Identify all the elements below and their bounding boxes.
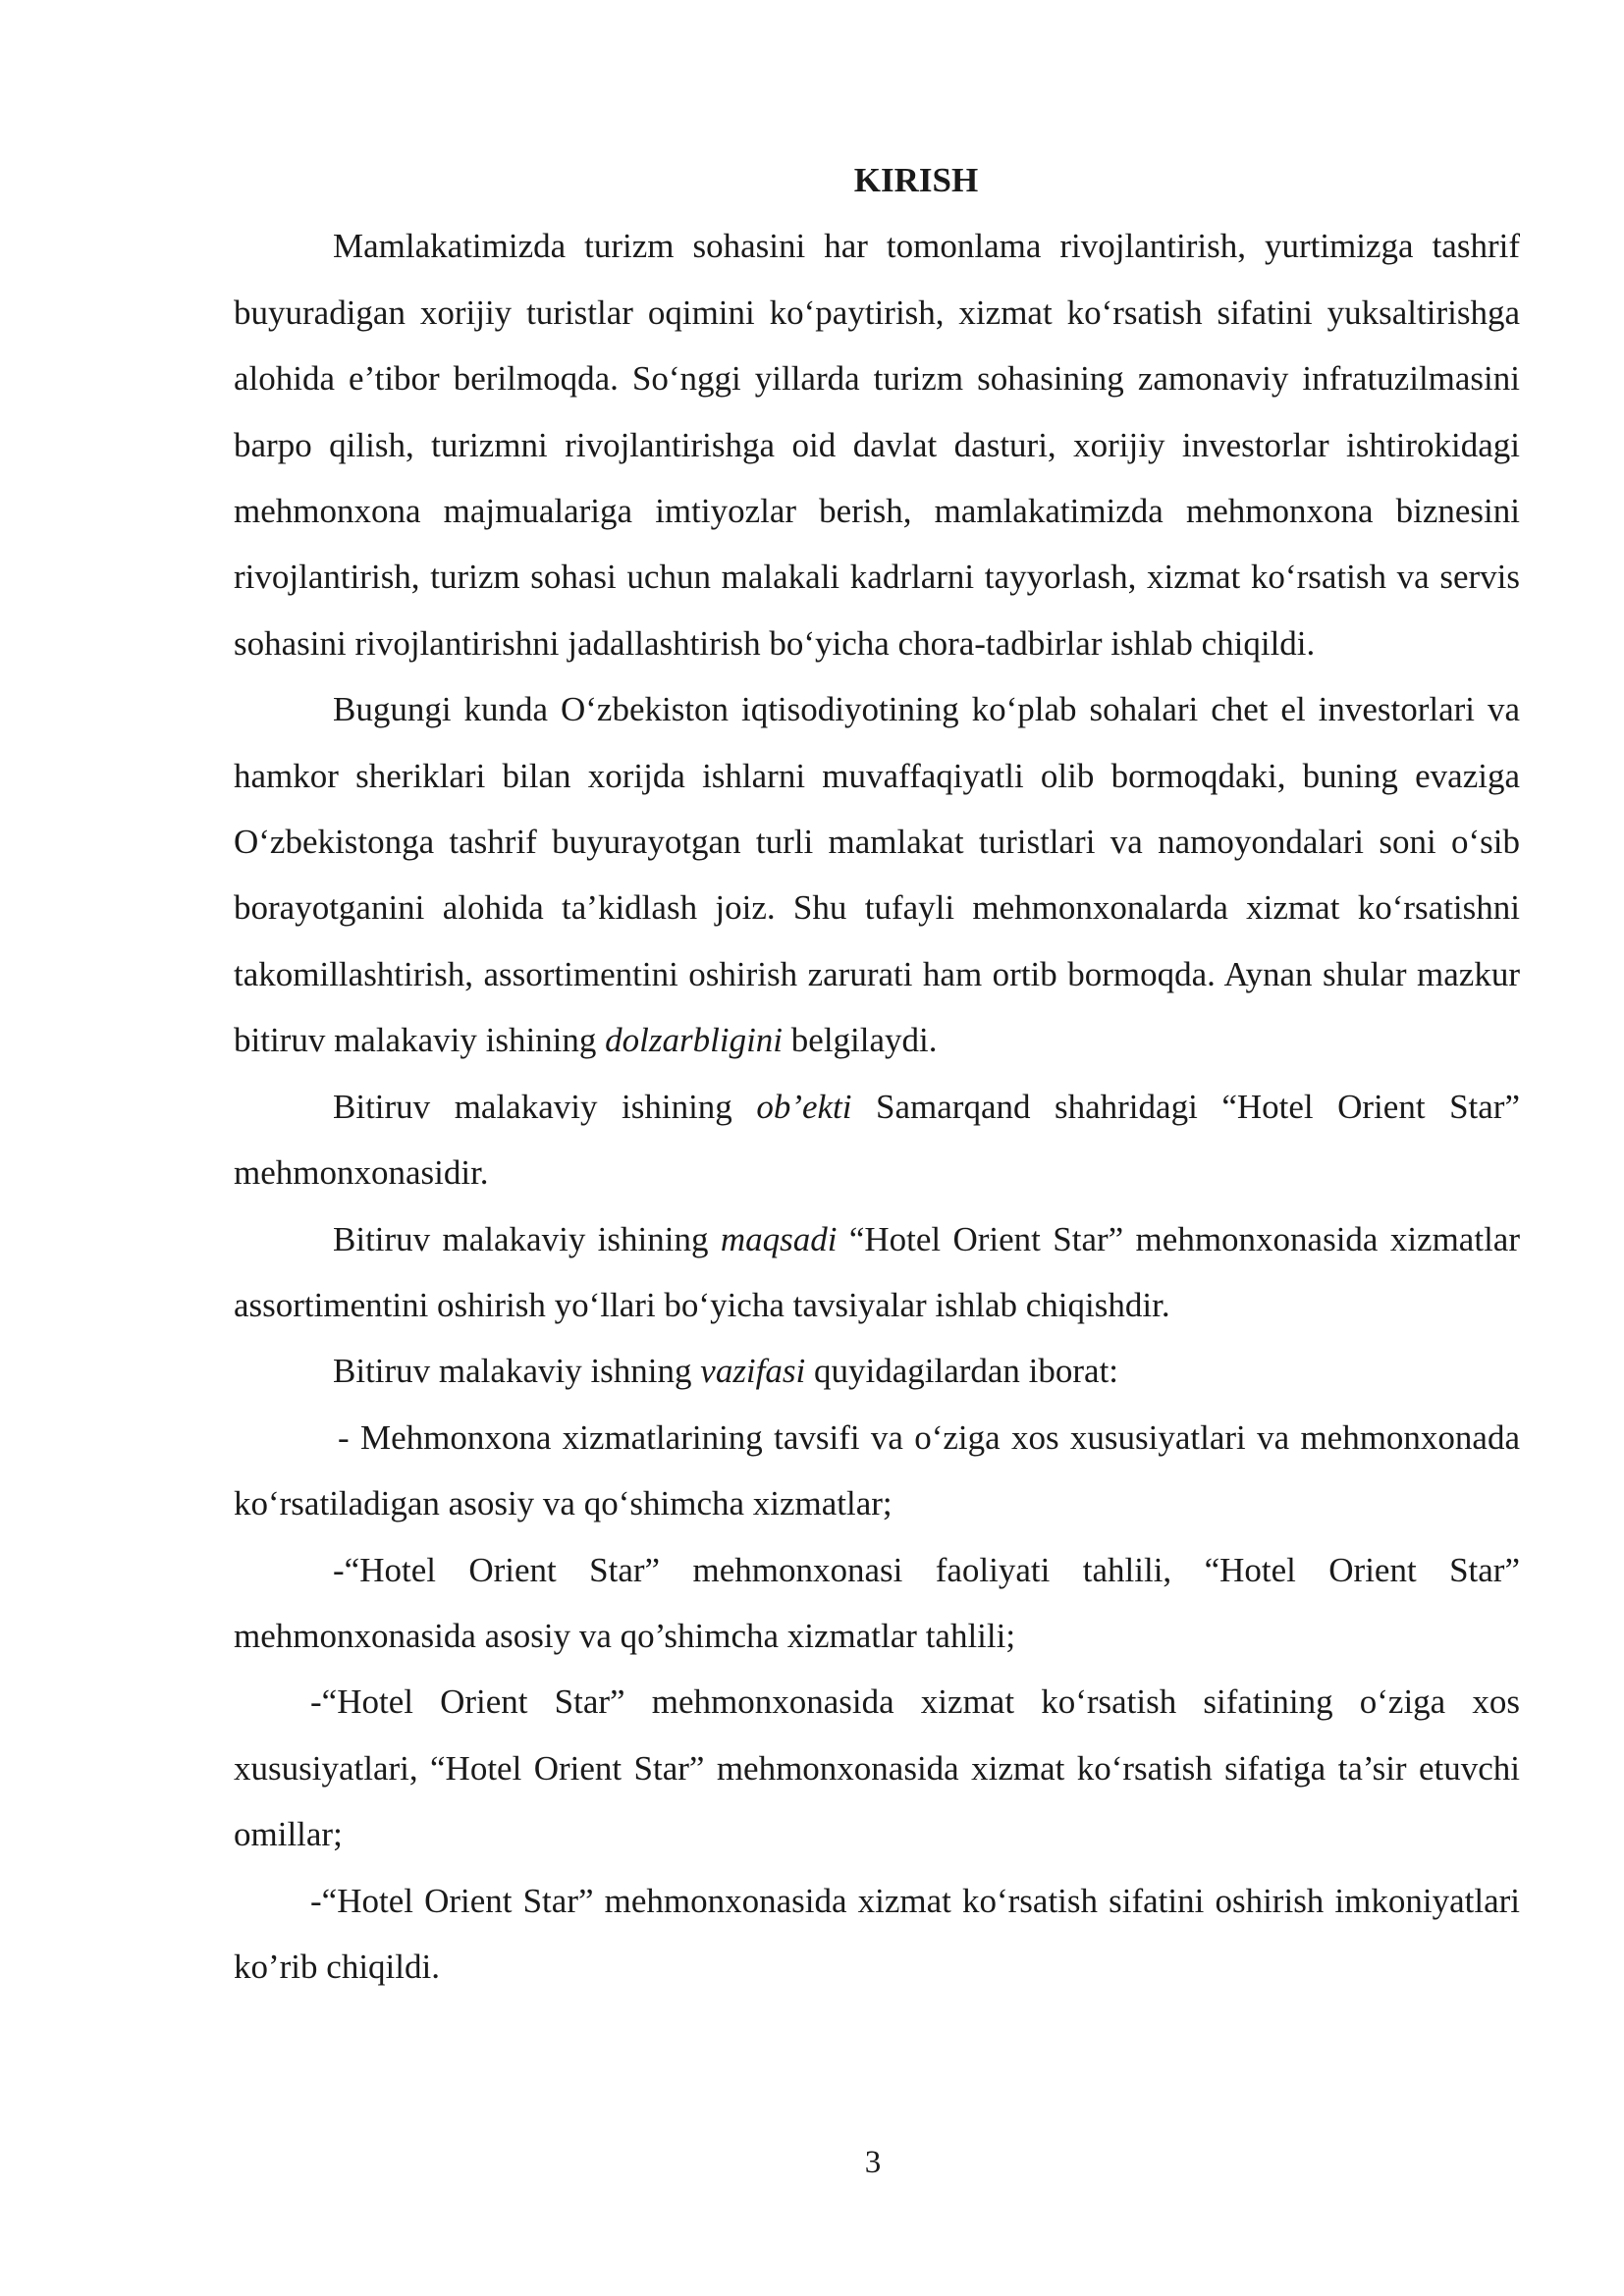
page-number: 3 xyxy=(864,2145,882,2180)
paragraph-tasks-end: quyidagilardan iborat: xyxy=(805,1352,1119,1391)
task-item: - Mehmonxona xizmatlarining tavsifi va o‘ziga xos xususiyatlari va mehmonxonada ko‘rsatiladigan asosiy va qo‘shimcha xizmatlar; xyxy=(234,1417,1520,1523)
paragraph-relevance xyxy=(234,676,1520,1073)
paragraph-goal-end: “Hotel Orient Star” mehmonxonasida xizmatlar assortimentini oshirish yo‘llari bo‘yicha tavsiyalar ishlab chiqishdir. xyxy=(234,1219,1520,1324)
paragraph-relevance-end: belgilaydi. xyxy=(783,1021,938,1060)
document-body xyxy=(234,147,1520,2000)
task-item: -“Hotel Orient Star” mehmonxonasi faoliyati tahlili, “Hotel Orient Star” mehmonxonasida asosiy va qo’shimcha xizmatlar tahlili; xyxy=(234,1550,1520,1655)
paragraph-object-end: Samarqand shahridagi “Hotel Orient Star” mehmonxonasidir. xyxy=(234,1087,1520,1193)
section-heading: KIRISH xyxy=(853,161,979,199)
relevance-term: dolzarbligini xyxy=(605,1021,784,1060)
tasks-term: vazifasi xyxy=(700,1352,806,1391)
goal-term: maqsadi xyxy=(720,1219,838,1258)
paragraph-object xyxy=(234,1074,1520,1206)
task-item: -“Hotel Orient Star” mehmonxonasida xizmat ko‘rsatish sifatini oshirish imkoniyatlari ko’rib chiqildi. xyxy=(234,1881,1520,1986)
paragraph-relevance-text: Bugungi kunda O‘zbekiston iqtisodiyotining ko‘plab sohalari chet el investorlari va hamkor sheriklari bilan xorijda ishlarni muvaffaqiyatli olib bormoqdaki, buning evaziga O‘zbekistonga tashrif buyurayotgan turli mamlakat turistlari va namoyondalari soni o‘sib borayotganini alohida ta’kidlash joiz. Shu tufayli mehmonxonalarda xizmat ko‘rsatishni takomillashtirish, assortimentini oshirish zarurati ham ortib bormoqda. Aynan shular mazkur bitiruv malakaviy ishining xyxy=(234,690,1520,1060)
paragraph-object-text: Bitiruv malakaviy ishining xyxy=(333,1087,757,1126)
paragraph-goal xyxy=(234,1206,1520,1339)
paragraph-tasks-intro xyxy=(234,1338,1520,1404)
paragraph-goal-text: Bitiruv malakaviy ishining xyxy=(333,1219,721,1258)
task-item: -“Hotel Orient Star” mehmonxonasida xizmat ko‘rsatish sifatining o‘ziga xos xususiyatlari, “Hotel Orient Star” mehmonxonasida xizmat ko‘rsatish sifatiga ta’sir etuvchi omillar; xyxy=(234,1682,1520,1854)
paragraph-intro: Mamlakatimizda turizm sohasini har tomonlama rivojlantirish, yurtimizga tashrif buyuradigan xorijiy turistlar oqimini ko‘paytirish, xizmat ko‘rsatish sifatini yuksaltirishga alohida e’tibor berilmoqda. So‘nggi yillarda turizm sohasining zamonaviy infratuzilmasini barpo qilish, turizmni rivojlantirishga oid davlat dasturi, xorijiy investorlar ishtirokidagi mehmonxona majmualariga imtiyozlar berish, mamlakatimizda mehmonxona biznesini rivojlantirish, turizm sohasi uchun malakali kadrlarni tayyorlash, xizmat ko‘rsatish va servis sohasini rivojlantirishni jadallashtirish bo‘yicha chora-tadbirlar ishlab chiqildi. xyxy=(234,227,1520,663)
paragraph-tasks-text: Bitiruv malakaviy ishning xyxy=(333,1352,701,1391)
object-term: ob’ekti xyxy=(756,1087,852,1126)
